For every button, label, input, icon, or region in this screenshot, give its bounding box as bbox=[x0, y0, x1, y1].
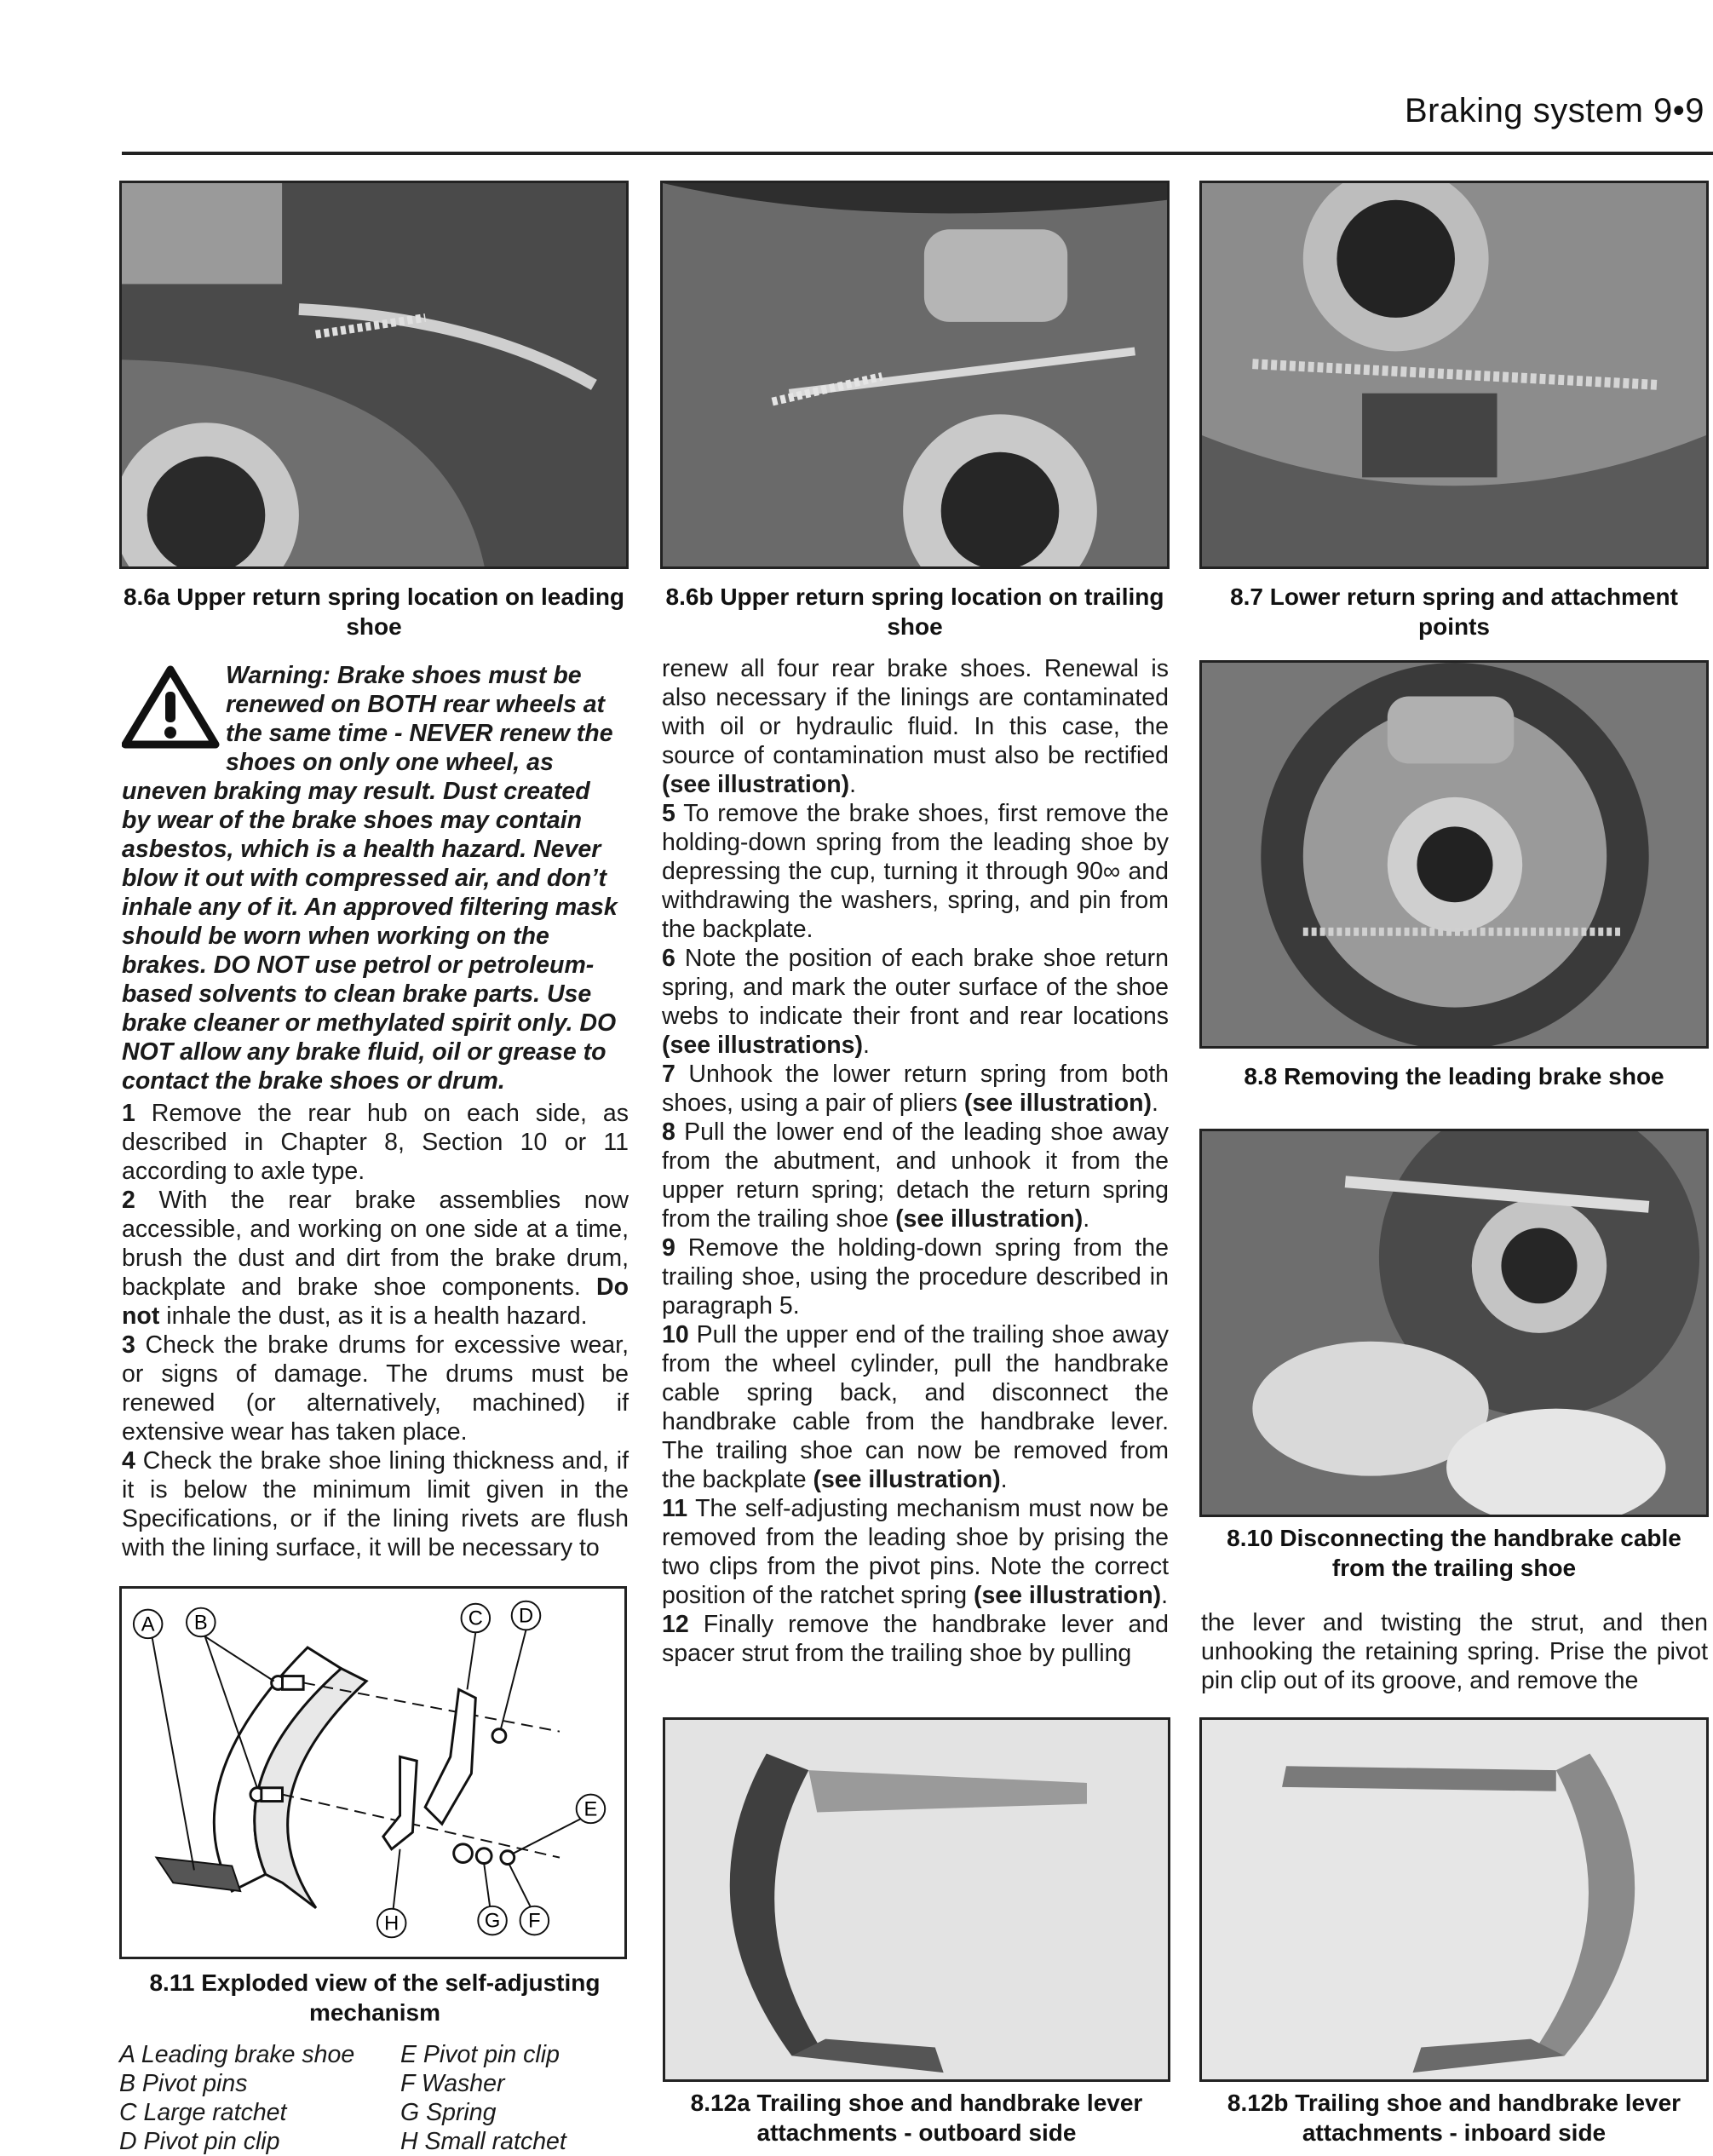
photo-8-12b bbox=[1199, 1717, 1709, 2082]
diagram-label-f: F bbox=[528, 1910, 541, 1933]
photo-8-6a bbox=[119, 181, 629, 569]
photo-8-6b bbox=[660, 181, 1170, 569]
photo-8-8 bbox=[1199, 660, 1709, 1049]
photo-8-7 bbox=[1199, 181, 1709, 569]
diagram-label-b: B bbox=[193, 1612, 208, 1635]
column-3-text bbox=[1201, 1608, 1708, 1695]
diagram-label-g: G bbox=[484, 1910, 501, 1933]
paragraph-12: 12 Finally remove the handbrake lever and spacer strut from the trailing shoe by pulling bbox=[662, 1611, 1169, 1667]
column-1-text bbox=[122, 1099, 629, 1562]
caption-8-12b: 8.12b Trailing shoe and handbrake lever attachments - inboard side bbox=[1227, 2090, 1681, 2146]
paragraph-1: 1 Remove the rear hub on each side, as described in Chapter 8, Section 10 or 11 according to axle type. bbox=[122, 1100, 629, 1185]
caption-8-6a: 8.6a Upper return spring location on leading shoe bbox=[123, 584, 625, 640]
legend-item-c: C Large ratchet bbox=[119, 2099, 287, 2126]
diagram-8-11 bbox=[119, 1586, 627, 1959]
paragraph-11: 11 The self-adjusting mechanism must now be removed from the leading shoe by prising the two clips from the pivot pins. Note the correct position of the ratchet spring (see illustration). bbox=[662, 1495, 1169, 1609]
header-rule bbox=[122, 152, 1713, 155]
legend-item-a: A Leading brake shoe bbox=[119, 2041, 355, 2068]
photo-8-12a bbox=[663, 1717, 1170, 2082]
legend-item-e: E Pivot pin clip bbox=[400, 2041, 560, 2068]
paragraph-7: 7 Unhook the lower return spring from both shoes, using a pair of pliers (see illustration). bbox=[662, 1061, 1170, 1117]
legend-item-d: D Pivot pin clip bbox=[119, 2128, 280, 2155]
paragraph-4-cont: renew all four rear brake shoes. Renewal is also necessary if the linings are contaminated with oil or hydraulic fluid. In this case, the source of contamination must also be rectified (see illustration). bbox=[662, 655, 1169, 798]
caption-8-10: 8.10 Disconnecting the handbrake cable from the trailing shoe bbox=[1227, 1525, 1681, 1581]
diagram-label-d: D bbox=[518, 1605, 534, 1628]
legend-item-f: F Washer bbox=[400, 2070, 505, 2097]
legend-item-h: H Small ratchet bbox=[400, 2128, 566, 2155]
diagram-label-h: H bbox=[384, 1912, 400, 1935]
paragraph-8: 8 Pull the lower end of the leading shoe away from the abutment, and unhook it from the upper return spring; detach the return spring from the trailing shoe (see illustration). bbox=[662, 1118, 1170, 1233]
legend-item-b: B Pivot pins bbox=[119, 2070, 248, 2097]
caption-8-7: 8.7 Lower return spring and attachment points bbox=[1230, 584, 1678, 640]
caption-8-6b: 8.6b Upper return spring location on trailing shoe bbox=[665, 584, 1164, 640]
caption-8-11: 8.11 Exploded view of the self-adjusting mechanism bbox=[149, 1969, 601, 2026]
warning-text bbox=[122, 661, 624, 1095]
paragraph-5: 5 To remove the brake shoes, first remove the holding-down spring from the leading shoe by depressing the cup, turning it through 90∞ and withdrawing the washers, spring, and pin from the backplate. bbox=[662, 800, 1169, 943]
caption-8-8: 8.8 Removing the leading brake shoe bbox=[1244, 1063, 1664, 1089]
paragraph-12-cont: the lever and twisting the strut, and then unhooking the retaining spring. Prise the pivot pin clip out of its groove, and remove the bbox=[1201, 1609, 1708, 1694]
diagram-label-c: C bbox=[468, 1607, 483, 1630]
caption-8-12a: 8.12a Trailing shoe and handbrake lever attachments - outboard side bbox=[690, 2090, 1143, 2146]
column-2-text bbox=[662, 654, 1169, 1668]
paragraph-3: 3 Check the brake drums for excessive wear, or signs of damage. The drums must be renewed (or alternatively, machined) if extensive wear has taken place. bbox=[122, 1331, 629, 1446]
paragraph-9: 9 Remove the holding-down spring from the trailing shoe, using the procedure described in paragraph 5. bbox=[662, 1234, 1169, 1319]
paragraph-6: 6 Note the position of each brake shoe return spring, and mark the outer surface of the shoe webs to indicate their front and rear locations (see illustrations). bbox=[662, 945, 1169, 1059]
page-header-title: Braking system 9•9 bbox=[1404, 92, 1704, 129]
paragraph-4: 4 Check the brake shoe lining thickness and, if it is below the minimum limit given in the Specifications, or if the lining rivets are flush with the lining surface, it will be necessary to bbox=[122, 1447, 629, 1561]
legend-item-g: G Spring bbox=[400, 2099, 497, 2126]
paragraph-2: 2 With the rear brake assemblies now accessible, and working on one side at a time, brush the dust and dirt from the brake drum, backplate and brake shoe components. Do not inhale the dust, as it is a health hazard. bbox=[122, 1187, 629, 1330]
diagram-label-a: A bbox=[141, 1613, 155, 1636]
paragraph-10: 10 Pull the upper end of the trailing shoe away from the wheel cylinder, pull the handbrake cable spring back, and disconnect the handbrake cable from the handbrake lever. The trailing shoe can now be removed from the backplate (see illustration). bbox=[662, 1321, 1170, 1493]
warning-body: Warning: Brake shoes must be renewed on BOTH rear wheels at the same time - NEVER renew the shoes on only one wheel, as uneven braking may result. Dust created by wear of the brake shoes may contain asbestos, which is a health hazard. Never blow it out with compressed air, and don’t inhale any of it. An approved filtering mask should be worn when working on the brakes. DO NOT use petrol or petroleum-based solvents to clean brake parts. Use brake cleaner or methylated spirit only. DO NOT allow any brake fluid, oil or grease to contact the brake shoes or drum. bbox=[122, 662, 618, 1095]
photo-8-10 bbox=[1199, 1129, 1709, 1517]
diagram-label-e: E bbox=[583, 1798, 598, 1821]
